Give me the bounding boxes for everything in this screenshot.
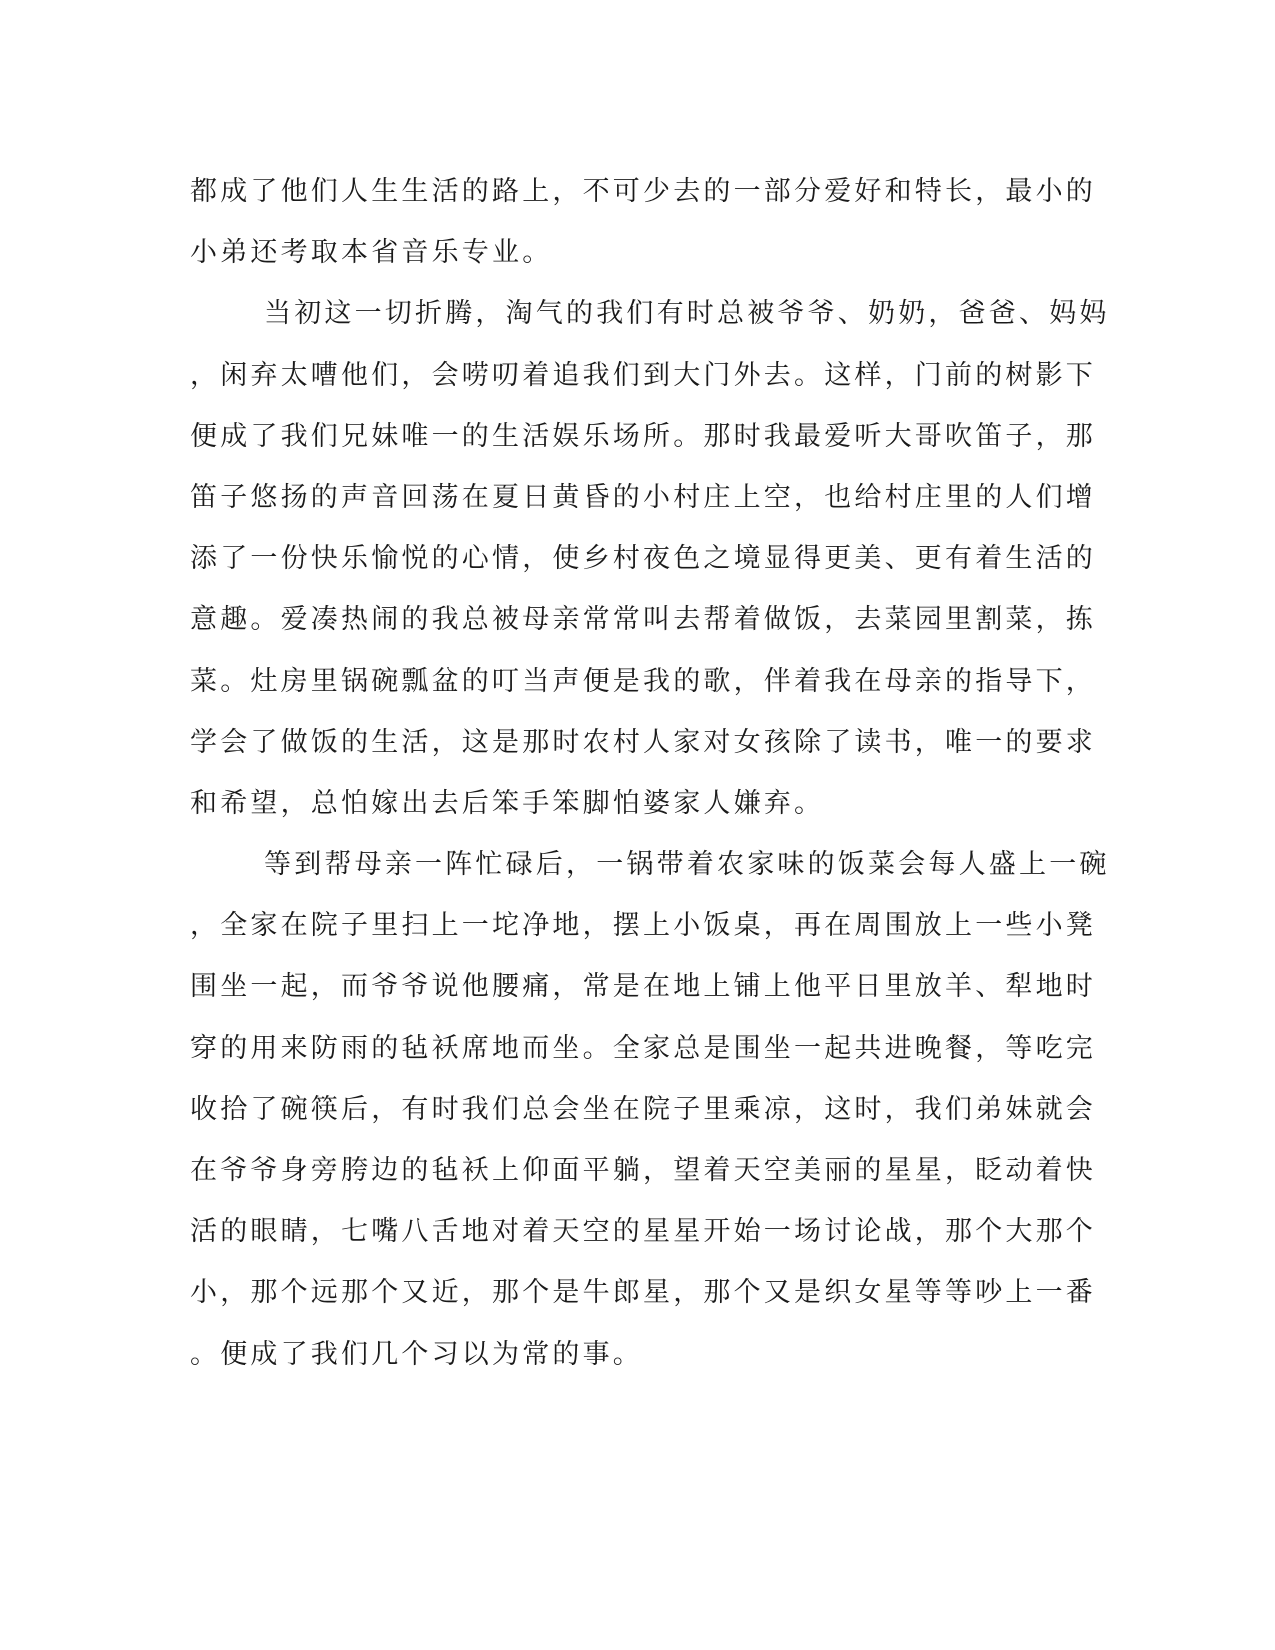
text-line: 穿的用来防雨的毡袄席地而坐。全家总是围坐一起共进晚餐，等吃完 [190, 1032, 1096, 1064]
text-line: 活的眼睛，七嘴八舌地对着天空的星星开始一场讨论战，那个大那个 [190, 1216, 1096, 1248]
text-line: ，全家在院子里扫上一坨净地，摆上小饭桌，再在周围放上一些小凳 [190, 910, 1096, 942]
text-line: 学会了做饭的生活，这是那时农村人家对女孩除了读书，唯一的要求 [190, 726, 1096, 758]
paragraph-first-line: 当初这一切折腾，淘气的我们有时总被爷爷、奶奶，爸爸、妈妈 [264, 298, 1110, 330]
text-line: 都成了他们人生生活的路上，不可少去的一部分爱好和特长，最小的 [190, 176, 1096, 207]
text-line: 菜。灶房里锅碗瓢盆的叮当声便是我的歌，伴着我在母亲的指导下， [190, 665, 1096, 697]
text-line: 和希望，总怕嫁出去后笨手笨脚怕婆家人嫌弃。 [190, 787, 825, 819]
text-line: ，闲弃太嘈他们，会唠叨着追我们到大门外去。这样，门前的树影下 [190, 359, 1096, 391]
text-line: 便成了我们兄妹唯一的生活娱乐场所。那时我最爱听大哥吹笛子，那 [190, 420, 1096, 452]
text-line: 围坐一起，而爷爷说他腰痛，常是在地上铺上他平日里放羊、犁地时 [190, 971, 1096, 1003]
text-line: 。便成了我们几个习以为常的事。 [190, 1338, 643, 1370]
text-line: 意趣。爱凑热闹的我总被母亲常常叫去帮着做饭，去菜园里割菜，拣 [190, 604, 1096, 636]
body-text [190, 161, 1110, 1385]
paragraph-first-line: 等到帮母亲一阵忙碌后，一锅带着农家味的饭菜会每人盛上一碗 [264, 849, 1110, 881]
text-line: 在爷爷身旁胯边的毡袄上仰面平躺，望着天空美丽的星星，眨动着快 [190, 1155, 1096, 1186]
text-line: 小，那个远那个又近，那个是牛郎星，那个又是织女星等等吵上一番 [190, 1277, 1096, 1309]
text-line: 收拾了碗筷后，有时我们总会坐在院子里乘凉，这时，我们弟妹就会 [190, 1093, 1096, 1125]
text-line: 笛子悠扬的声音回荡在夏日黄昏的小村庄上空，也给村庄里的人们增 [190, 481, 1096, 513]
text-line: 小弟还考取本省音乐专业。 [190, 237, 553, 269]
text-line: 添了一份快乐愉悦的心情，使乡村夜色之境显得更美、更有着生活的 [190, 543, 1096, 575]
